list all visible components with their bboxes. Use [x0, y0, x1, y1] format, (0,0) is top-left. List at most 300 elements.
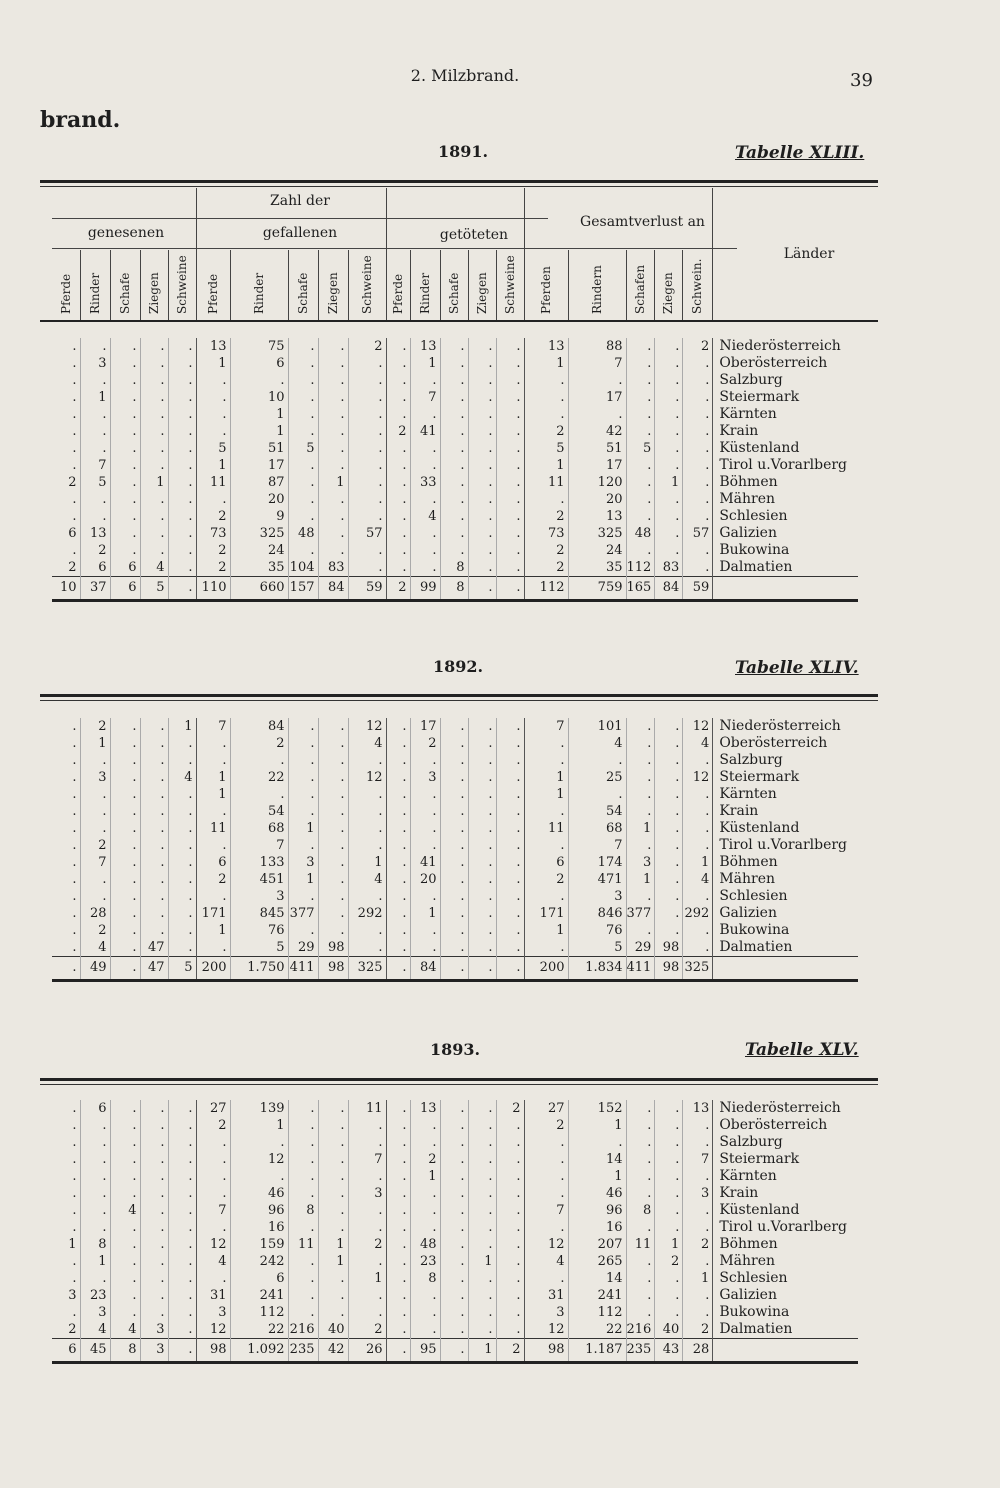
value-cell: 3	[80, 769, 110, 786]
header-zahl-der: Zahl der	[270, 193, 330, 209]
value-cell: .	[468, 1304, 496, 1321]
value-cell: .	[168, 1339, 196, 1363]
value-cell: .	[410, 1185, 440, 1202]
value-cell: .	[52, 820, 80, 837]
value-cell: .	[626, 752, 655, 769]
value-cell: .	[288, 1117, 318, 1134]
value-cell: .	[140, 1219, 168, 1236]
value-cell: 4	[140, 559, 168, 577]
value-cell: 2	[524, 508, 568, 525]
value-cell: .	[626, 457, 655, 474]
run-in-word: brand.	[40, 107, 121, 133]
country-cell: Krain	[719, 1185, 759, 1201]
value-cell: .	[110, 355, 140, 372]
value-cell: .	[318, 423, 348, 440]
value-cell: .	[410, 939, 440, 957]
value-cell: .	[288, 457, 318, 474]
value-cell: .	[496, 854, 524, 871]
value-cell: 1.092	[230, 1339, 288, 1363]
value-cell: .	[110, 1236, 140, 1253]
value-cell: .	[468, 508, 496, 525]
value-cell: .	[288, 1151, 318, 1168]
country-cell: Salzburg	[719, 372, 783, 388]
value-cell: 40	[655, 1321, 683, 1339]
value-cell: .	[110, 372, 140, 389]
value-cell: .	[318, 338, 348, 355]
country-cell: Kärnten	[719, 786, 777, 802]
country-cell: Galizien	[719, 905, 777, 921]
value-cell: 377	[626, 905, 655, 922]
value-cell: .	[655, 1270, 683, 1287]
value-cell: 98	[524, 1339, 568, 1363]
value-cell: 1.187	[568, 1339, 626, 1363]
column-divider	[524, 188, 525, 320]
value-cell: .	[496, 820, 524, 837]
value-cell: .	[496, 474, 524, 491]
value-cell: .	[168, 1202, 196, 1219]
value-cell: .	[196, 1185, 230, 1202]
value-cell: .	[440, 440, 468, 457]
value-cell: .	[655, 491, 683, 508]
value-cell: .	[496, 718, 524, 735]
value-cell: 3	[52, 1287, 80, 1304]
value-cell: 28	[80, 905, 110, 922]
value-cell: .	[410, 1304, 440, 1321]
value-cell: .	[140, 1287, 168, 1304]
value-cell: .	[468, 1287, 496, 1304]
value-cell: .	[318, 922, 348, 939]
value-cell: .	[52, 1202, 80, 1219]
value-cell: 411	[626, 957, 655, 981]
value-cell: 41	[410, 854, 440, 871]
country-cell: Mähren	[719, 491, 776, 507]
table-row	[52, 338, 858, 355]
table-row	[52, 1117, 858, 1134]
value-cell: 59	[348, 577, 386, 601]
value-cell: .	[410, 406, 440, 423]
value-cell: 2	[196, 871, 230, 888]
value-cell: 7	[568, 837, 626, 854]
value-cell: 6	[230, 355, 288, 372]
value-cell: 42	[318, 1339, 348, 1363]
value-cell: 1	[410, 1168, 440, 1185]
value-cell: .	[52, 423, 80, 440]
value-cell: .	[655, 423, 683, 440]
value-cell: .	[496, 1185, 524, 1202]
value-cell: 112	[568, 1304, 626, 1321]
value-cell: 1	[468, 1339, 496, 1363]
value-cell: .	[140, 1270, 168, 1287]
value-cell: .	[196, 1219, 230, 1236]
value-cell: .	[655, 854, 683, 871]
value-cell: .	[655, 457, 683, 474]
value-cell: .	[440, 854, 468, 871]
value-cell: .	[52, 939, 80, 957]
value-cell: .	[288, 508, 318, 525]
table-row	[52, 752, 858, 769]
value-cell: .	[168, 372, 196, 389]
value-cell: 1	[318, 1236, 348, 1253]
country-cell: Schlesien	[719, 508, 788, 524]
value-cell: 6	[196, 854, 230, 871]
value-cell: .	[196, 406, 230, 423]
value-cell: .	[496, 1236, 524, 1253]
value-cell: .	[655, 1168, 683, 1185]
value-cell: .	[468, 854, 496, 871]
value-cell: .	[655, 1287, 683, 1304]
value-cell: 6	[52, 525, 80, 542]
value-cell: 23	[80, 1287, 110, 1304]
value-cell: .	[468, 922, 496, 939]
value-cell: 7	[80, 854, 110, 871]
value-cell: 5	[140, 577, 168, 601]
value-cell: .	[440, 1321, 468, 1339]
value-cell: .	[524, 1219, 568, 1236]
value-cell: .	[348, 1219, 386, 1236]
value-cell: .	[683, 1117, 713, 1134]
value-cell: .	[524, 372, 568, 389]
value-cell: .	[683, 474, 713, 491]
value-cell: 16	[230, 1219, 288, 1236]
value-cell: .	[655, 803, 683, 820]
value-cell: .	[410, 559, 440, 577]
value-cell: .	[655, 752, 683, 769]
value-cell: 17	[568, 389, 626, 406]
table-row	[52, 820, 858, 837]
value-cell: .	[52, 1253, 80, 1270]
value-cell: .	[318, 1168, 348, 1185]
value-cell: .	[440, 355, 468, 372]
value-cell: 3	[568, 888, 626, 905]
value-cell: 1	[468, 1253, 496, 1270]
column-divider	[288, 250, 289, 320]
value-cell: 2	[410, 735, 440, 752]
value-cell: .	[288, 1100, 318, 1117]
value-cell: .	[140, 786, 168, 803]
value-cell: .	[386, 803, 410, 820]
value-cell: .	[168, 1253, 196, 1270]
value-cell: .	[110, 871, 140, 888]
value-cell: .	[410, 1219, 440, 1236]
value-cell: 51	[230, 440, 288, 457]
value-cell: .	[168, 1304, 196, 1321]
value-cell: 7	[196, 718, 230, 735]
column-label: Schafen	[633, 264, 647, 314]
column-label: Ziegen	[475, 272, 489, 314]
value-cell: .	[288, 491, 318, 508]
value-cell: .	[410, 1202, 440, 1219]
country-cell: Böhmen	[719, 854, 778, 870]
value-cell: .	[140, 837, 168, 854]
value-cell: .	[168, 1100, 196, 1117]
value-cell: .	[196, 423, 230, 440]
value-cell: .	[80, 508, 110, 525]
value-cell: .	[655, 525, 683, 542]
value-cell: .	[440, 508, 468, 525]
value-cell: .	[468, 786, 496, 803]
value-cell: 471	[568, 871, 626, 888]
value-cell: .	[168, 525, 196, 542]
value-cell: .	[683, 786, 713, 803]
value-cell: .	[52, 803, 80, 820]
value-cell: .	[386, 559, 410, 577]
column-divider	[168, 250, 169, 320]
value-cell: 11	[288, 1236, 318, 1253]
value-cell: .	[440, 457, 468, 474]
value-cell: .	[468, 888, 496, 905]
page-number: 39	[850, 70, 873, 91]
value-cell: 51	[568, 440, 626, 457]
value-cell: .	[288, 355, 318, 372]
country-cell: Kärnten	[719, 1168, 777, 1184]
value-cell: 1	[80, 389, 110, 406]
value-cell: 20	[568, 491, 626, 508]
column-label: Ziegen	[661, 272, 675, 314]
value-cell: .	[468, 423, 496, 440]
country-cell	[713, 1339, 858, 1363]
value-cell: .	[386, 957, 410, 981]
value-cell: .	[440, 752, 468, 769]
value-cell: 241	[230, 1287, 288, 1304]
value-cell: 242	[230, 1253, 288, 1270]
value-cell: 101	[568, 718, 626, 735]
value-cell: .	[410, 1287, 440, 1304]
value-cell: .	[410, 1321, 440, 1339]
value-cell: .	[468, 474, 496, 491]
table-row	[52, 1287, 858, 1304]
value-cell: .	[410, 491, 440, 508]
value-cell: .	[140, 888, 168, 905]
value-cell: 2	[496, 1339, 524, 1363]
total-row	[52, 577, 858, 601]
value-cell: .	[568, 786, 626, 803]
value-cell: .	[655, 440, 683, 457]
value-cell: .	[318, 542, 348, 559]
value-cell: 27	[524, 1100, 568, 1117]
value-cell: .	[468, 1236, 496, 1253]
value-cell: .	[496, 1168, 524, 1185]
value-cell: .	[140, 854, 168, 871]
value-cell: 17	[230, 457, 288, 474]
value-cell: 57	[348, 525, 386, 542]
value-cell: .	[110, 1287, 140, 1304]
value-cell: .	[386, 1304, 410, 1321]
table-row	[52, 474, 858, 491]
value-cell: .	[410, 372, 440, 389]
value-cell: 1	[524, 769, 568, 786]
value-cell: .	[168, 1117, 196, 1134]
value-cell: .	[655, 905, 683, 922]
column-divider	[196, 188, 197, 320]
value-cell: .	[348, 939, 386, 957]
value-cell: .	[468, 525, 496, 542]
value-cell: 4	[196, 1253, 230, 1270]
value-cell: 5	[626, 440, 655, 457]
column-label: Pferde	[391, 273, 405, 314]
value-cell: .	[386, 735, 410, 752]
value-cell: .	[110, 718, 140, 735]
value-cell: 325	[230, 525, 288, 542]
country-cell: Bukowina	[719, 922, 790, 938]
value-cell: .	[626, 1270, 655, 1287]
value-cell: .	[196, 735, 230, 752]
value-cell: .	[140, 508, 168, 525]
value-cell: 11	[348, 1100, 386, 1117]
value-cell: 200	[524, 957, 568, 981]
column-label: Schweine	[503, 255, 517, 314]
value-cell: .	[386, 1287, 410, 1304]
column-divider	[318, 250, 319, 320]
value-cell: 13	[410, 338, 440, 355]
value-cell: .	[348, 1287, 386, 1304]
value-cell: .	[318, 888, 348, 905]
value-cell: .	[440, 474, 468, 491]
value-cell: .	[468, 406, 496, 423]
value-cell: .	[168, 1185, 196, 1202]
value-cell: .	[230, 1168, 288, 1185]
value-cell: .	[626, 491, 655, 508]
value-cell: 49	[80, 957, 110, 981]
value-cell: 17	[568, 457, 626, 474]
value-cell: .	[626, 1185, 655, 1202]
value-cell: .	[110, 803, 140, 820]
value-cell: 4	[348, 871, 386, 888]
rule-1892	[40, 694, 878, 697]
table-row	[52, 1270, 858, 1287]
table-1893	[52, 1100, 858, 1364]
table-row	[52, 491, 858, 508]
value-cell: .	[626, 1168, 655, 1185]
value-cell: .	[110, 491, 140, 508]
value-cell: .	[496, 1253, 524, 1270]
value-cell: 43	[655, 1339, 683, 1363]
value-cell: 2	[52, 474, 80, 491]
column-divider	[386, 188, 387, 320]
country-cell: Galizien	[719, 1287, 777, 1303]
value-cell: 22	[230, 1321, 288, 1339]
value-cell: .	[440, 837, 468, 854]
table-row	[52, 1202, 858, 1219]
value-cell: 1	[626, 820, 655, 837]
value-cell: 84	[410, 957, 440, 981]
value-cell: 325	[683, 957, 713, 981]
value-cell: .	[52, 372, 80, 389]
table-row	[52, 905, 858, 922]
column-divider	[440, 250, 441, 320]
value-cell: 8	[80, 1236, 110, 1253]
value-cell: .	[110, 1304, 140, 1321]
value-cell: 13	[410, 1100, 440, 1117]
value-cell: 4	[683, 871, 713, 888]
value-cell: .	[626, 718, 655, 735]
value-cell: 8	[410, 1270, 440, 1287]
country-cell: Dalmatien	[719, 559, 793, 575]
value-cell: .	[655, 389, 683, 406]
value-cell: .	[80, 1134, 110, 1151]
value-cell: .	[110, 820, 140, 837]
table-row	[52, 786, 858, 803]
value-cell: 2	[683, 1321, 713, 1339]
value-cell: .	[348, 922, 386, 939]
value-cell: .	[168, 440, 196, 457]
value-cell: .	[168, 474, 196, 491]
value-cell: .	[80, 1185, 110, 1202]
value-cell: .	[196, 389, 230, 406]
header-rule-1	[52, 218, 548, 219]
value-cell: .	[318, 1100, 348, 1117]
value-cell: .	[168, 803, 196, 820]
value-cell: 11	[626, 1236, 655, 1253]
country-cell: Oberösterreich	[719, 1117, 828, 1133]
value-cell: .	[348, 1168, 386, 1185]
value-cell: .	[168, 837, 196, 854]
value-cell: .	[626, 837, 655, 854]
value-cell: 7	[230, 837, 288, 854]
value-cell: .	[348, 820, 386, 837]
value-cell: .	[168, 922, 196, 939]
value-cell: .	[386, 389, 410, 406]
value-cell: .	[110, 939, 140, 957]
value-cell: 73	[524, 525, 568, 542]
value-cell: 5	[568, 939, 626, 957]
value-cell: 3	[410, 769, 440, 786]
country-cell: Bukowina	[719, 1304, 790, 1320]
value-cell: 216	[288, 1321, 318, 1339]
value-cell: .	[80, 820, 110, 837]
value-cell: 6	[230, 1270, 288, 1287]
value-cell: .	[468, 577, 496, 601]
value-cell: .	[52, 1304, 80, 1321]
value-cell: .	[318, 837, 348, 854]
value-cell: .	[496, 1270, 524, 1287]
value-cell: .	[655, 372, 683, 389]
value-cell: .	[52, 491, 80, 508]
value-cell: .	[468, 769, 496, 786]
table-row	[52, 922, 858, 939]
value-cell: .	[110, 1270, 140, 1287]
value-cell: .	[80, 871, 110, 888]
column-divider	[654, 250, 655, 320]
table-row	[52, 355, 858, 372]
value-cell: 2	[80, 542, 110, 559]
value-cell: 2	[348, 1321, 386, 1339]
value-cell: .	[524, 491, 568, 508]
value-cell: .	[140, 820, 168, 837]
value-cell: .	[168, 1134, 196, 1151]
value-cell: .	[468, 1117, 496, 1134]
value-cell: .	[288, 1168, 318, 1185]
value-cell: .	[318, 406, 348, 423]
value-cell: .	[496, 1287, 524, 1304]
value-cell: .	[52, 735, 80, 752]
value-cell: .	[496, 406, 524, 423]
value-cell: .	[626, 735, 655, 752]
value-cell: .	[110, 1185, 140, 1202]
value-cell: .	[386, 1270, 410, 1287]
value-cell: 12	[348, 769, 386, 786]
country-cell: Kärnten	[719, 406, 777, 422]
value-cell: .	[683, 1304, 713, 1321]
value-cell: .	[524, 1185, 568, 1202]
value-cell: 31	[196, 1287, 230, 1304]
value-cell: .	[168, 939, 196, 957]
value-cell: .	[318, 355, 348, 372]
value-cell: .	[348, 508, 386, 525]
value-cell: .	[196, 1134, 230, 1151]
value-cell: 68	[230, 820, 288, 837]
value-cell: .	[140, 769, 168, 786]
value-cell: .	[440, 735, 468, 752]
